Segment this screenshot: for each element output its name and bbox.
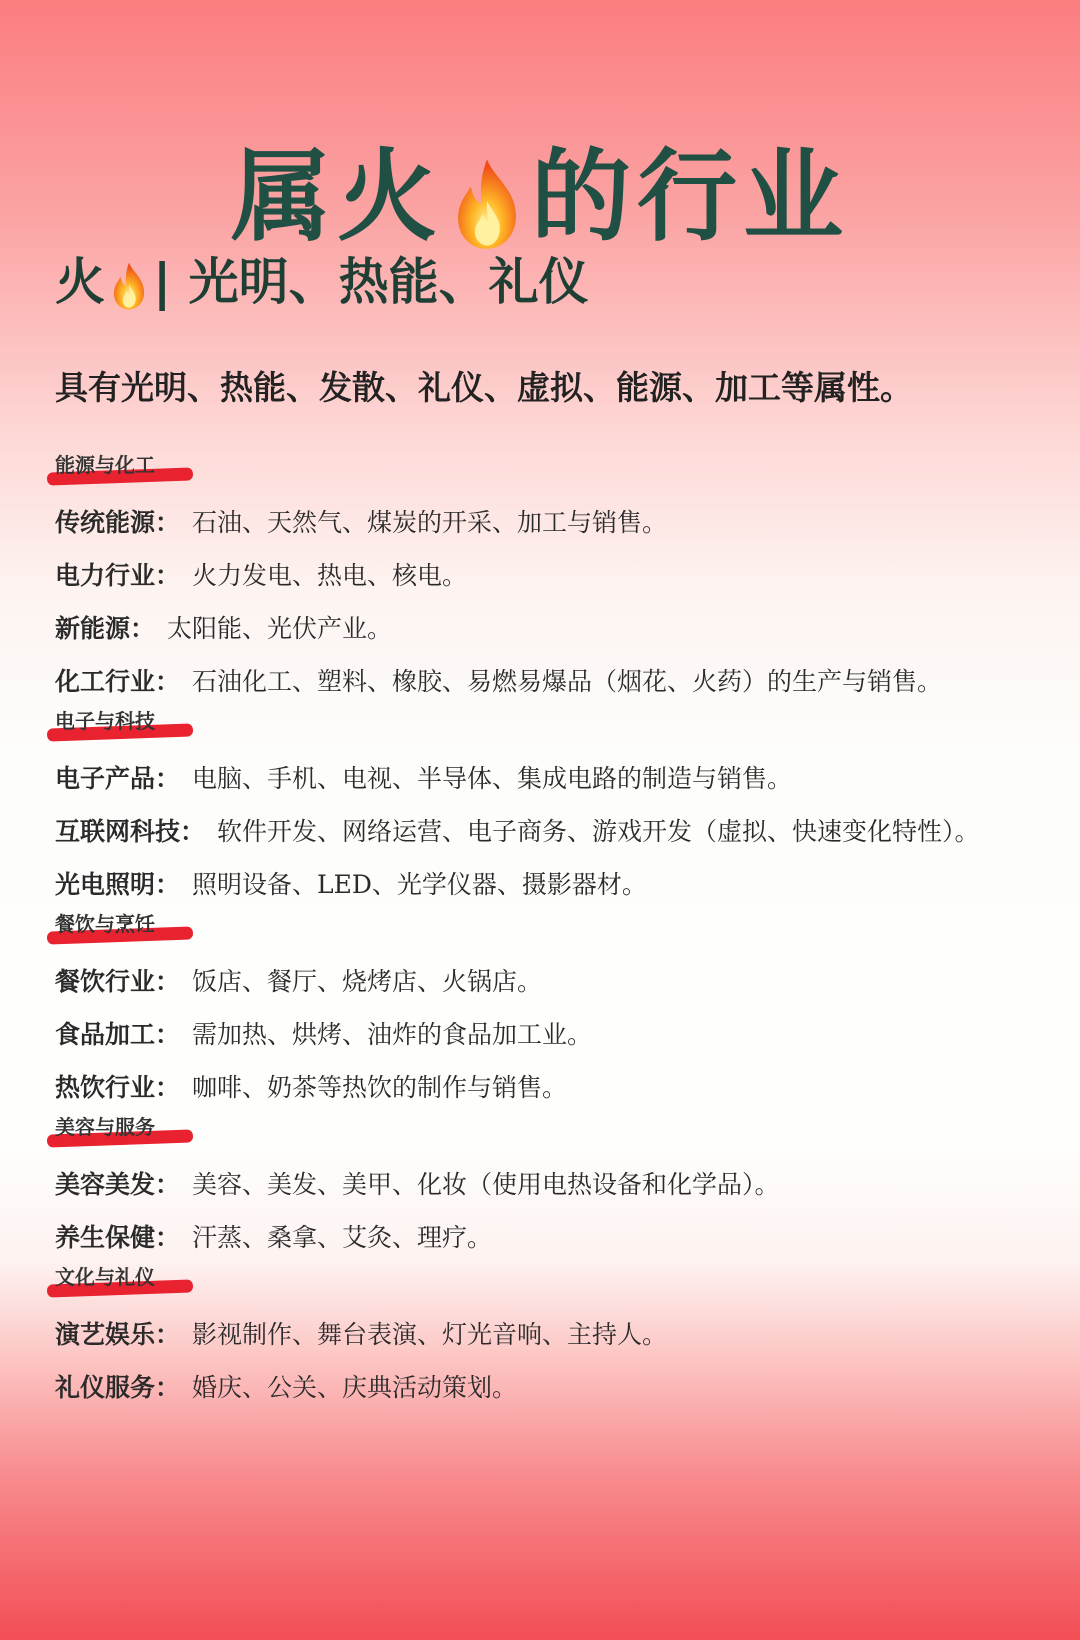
item-key: 新能源： xyxy=(55,614,156,643)
item-value: 美容、美发、美甲、化妆（使用电热设备和化学品）。 xyxy=(192,1170,780,1199)
section xyxy=(55,1114,1065,1264)
item-key: 热饮行业： xyxy=(55,1073,181,1102)
subtitle-text-after: | 光明、热能、礼仪 xyxy=(153,253,589,311)
section-heading-text: 能源与化工 xyxy=(55,453,155,477)
list-item xyxy=(55,1308,1065,1361)
list-item xyxy=(55,1361,1065,1414)
section-heading-text: 文化与礼仪 xyxy=(55,1265,155,1289)
list-item xyxy=(55,955,1065,1008)
industry-list xyxy=(55,452,1065,1414)
item-key: 礼仪服务： xyxy=(55,1373,181,1402)
section-heading xyxy=(55,452,190,486)
list-item xyxy=(55,752,1065,805)
section xyxy=(55,1264,1065,1414)
item-key: 电力行业： xyxy=(55,561,181,590)
section-heading-text: 美容与服务 xyxy=(55,1115,155,1139)
subtitle xyxy=(55,250,589,314)
item-key: 互联网科技： xyxy=(55,817,206,846)
title-text-after: 的行业 xyxy=(531,138,849,255)
fire-icon xyxy=(107,261,151,311)
item-value: 婚庆、公关、庆典活动策划。 xyxy=(192,1373,518,1402)
item-value: 咖啡、奶茶等热饮的制作与销售。 xyxy=(192,1073,568,1102)
list-item xyxy=(55,602,1065,655)
intro-text: 具有光明、热能、发散、礼仪、虚拟、能源、加工等属性。 xyxy=(55,368,913,407)
subtitle-text-before: 火 xyxy=(55,253,105,311)
section-heading xyxy=(55,1114,190,1148)
list-item xyxy=(55,1061,1065,1114)
item-value: 火力发电、热电、核电。 xyxy=(192,561,468,590)
list-item xyxy=(55,1211,1065,1264)
item-key: 化工行业： xyxy=(55,667,181,696)
item-key: 养生保健： xyxy=(55,1223,181,1252)
section-heading xyxy=(55,708,190,742)
item-value: 汗蒸、桑拿、艾灸、理疗。 xyxy=(192,1223,493,1252)
item-key: 电子产品： xyxy=(55,764,181,793)
title-text-before: 属火 xyxy=(231,138,443,255)
item-value: 电脑、手机、电视、半导体、集成电路的制造与销售。 xyxy=(192,764,793,793)
item-key: 美容美发： xyxy=(55,1170,181,1199)
page-title xyxy=(0,137,1080,257)
list-item xyxy=(55,655,1065,708)
section xyxy=(55,911,1065,1114)
list-item xyxy=(55,1008,1065,1061)
item-key: 传统能源： xyxy=(55,508,181,537)
list-item xyxy=(55,805,1065,858)
fire-icon xyxy=(447,156,527,252)
item-value: 需加热、烘烤、油炸的食品加工业。 xyxy=(192,1020,593,1049)
item-value: 照明设备、LED、光学仪器、摄影器材。 xyxy=(192,870,647,899)
item-key: 光电照明： xyxy=(55,870,181,899)
section xyxy=(55,708,1065,911)
item-key: 演艺娱乐： xyxy=(55,1320,181,1349)
item-key: 食品加工： xyxy=(55,1020,181,1049)
item-value: 石油、天然气、煤炭的开采、加工与销售。 xyxy=(192,508,668,537)
item-value: 饭店、餐厅、烧烤店、火锅店。 xyxy=(192,967,543,996)
item-value: 软件开发、网络运营、电子商务、游戏开发（虚拟、快速变化特性）。 xyxy=(217,817,980,846)
list-item xyxy=(55,1158,1065,1211)
item-value: 影视制作、舞台表演、灯光音响、主持人。 xyxy=(192,1320,668,1349)
item-value: 太阳能、光伏产业。 xyxy=(167,614,393,643)
section-heading-text: 电子与科技 xyxy=(55,709,155,733)
item-key: 餐饮行业： xyxy=(55,967,181,996)
list-item xyxy=(55,496,1065,549)
section-heading-text: 餐饮与烹饪 xyxy=(55,912,155,936)
list-item xyxy=(55,858,1065,911)
section xyxy=(55,452,1065,708)
section-heading xyxy=(55,911,190,945)
list-item xyxy=(55,549,1065,602)
section-heading xyxy=(55,1264,190,1298)
item-value: 石油化工、塑料、橡胶、易燃易爆品（烟花、火药）的生产与销售。 xyxy=(192,667,943,696)
